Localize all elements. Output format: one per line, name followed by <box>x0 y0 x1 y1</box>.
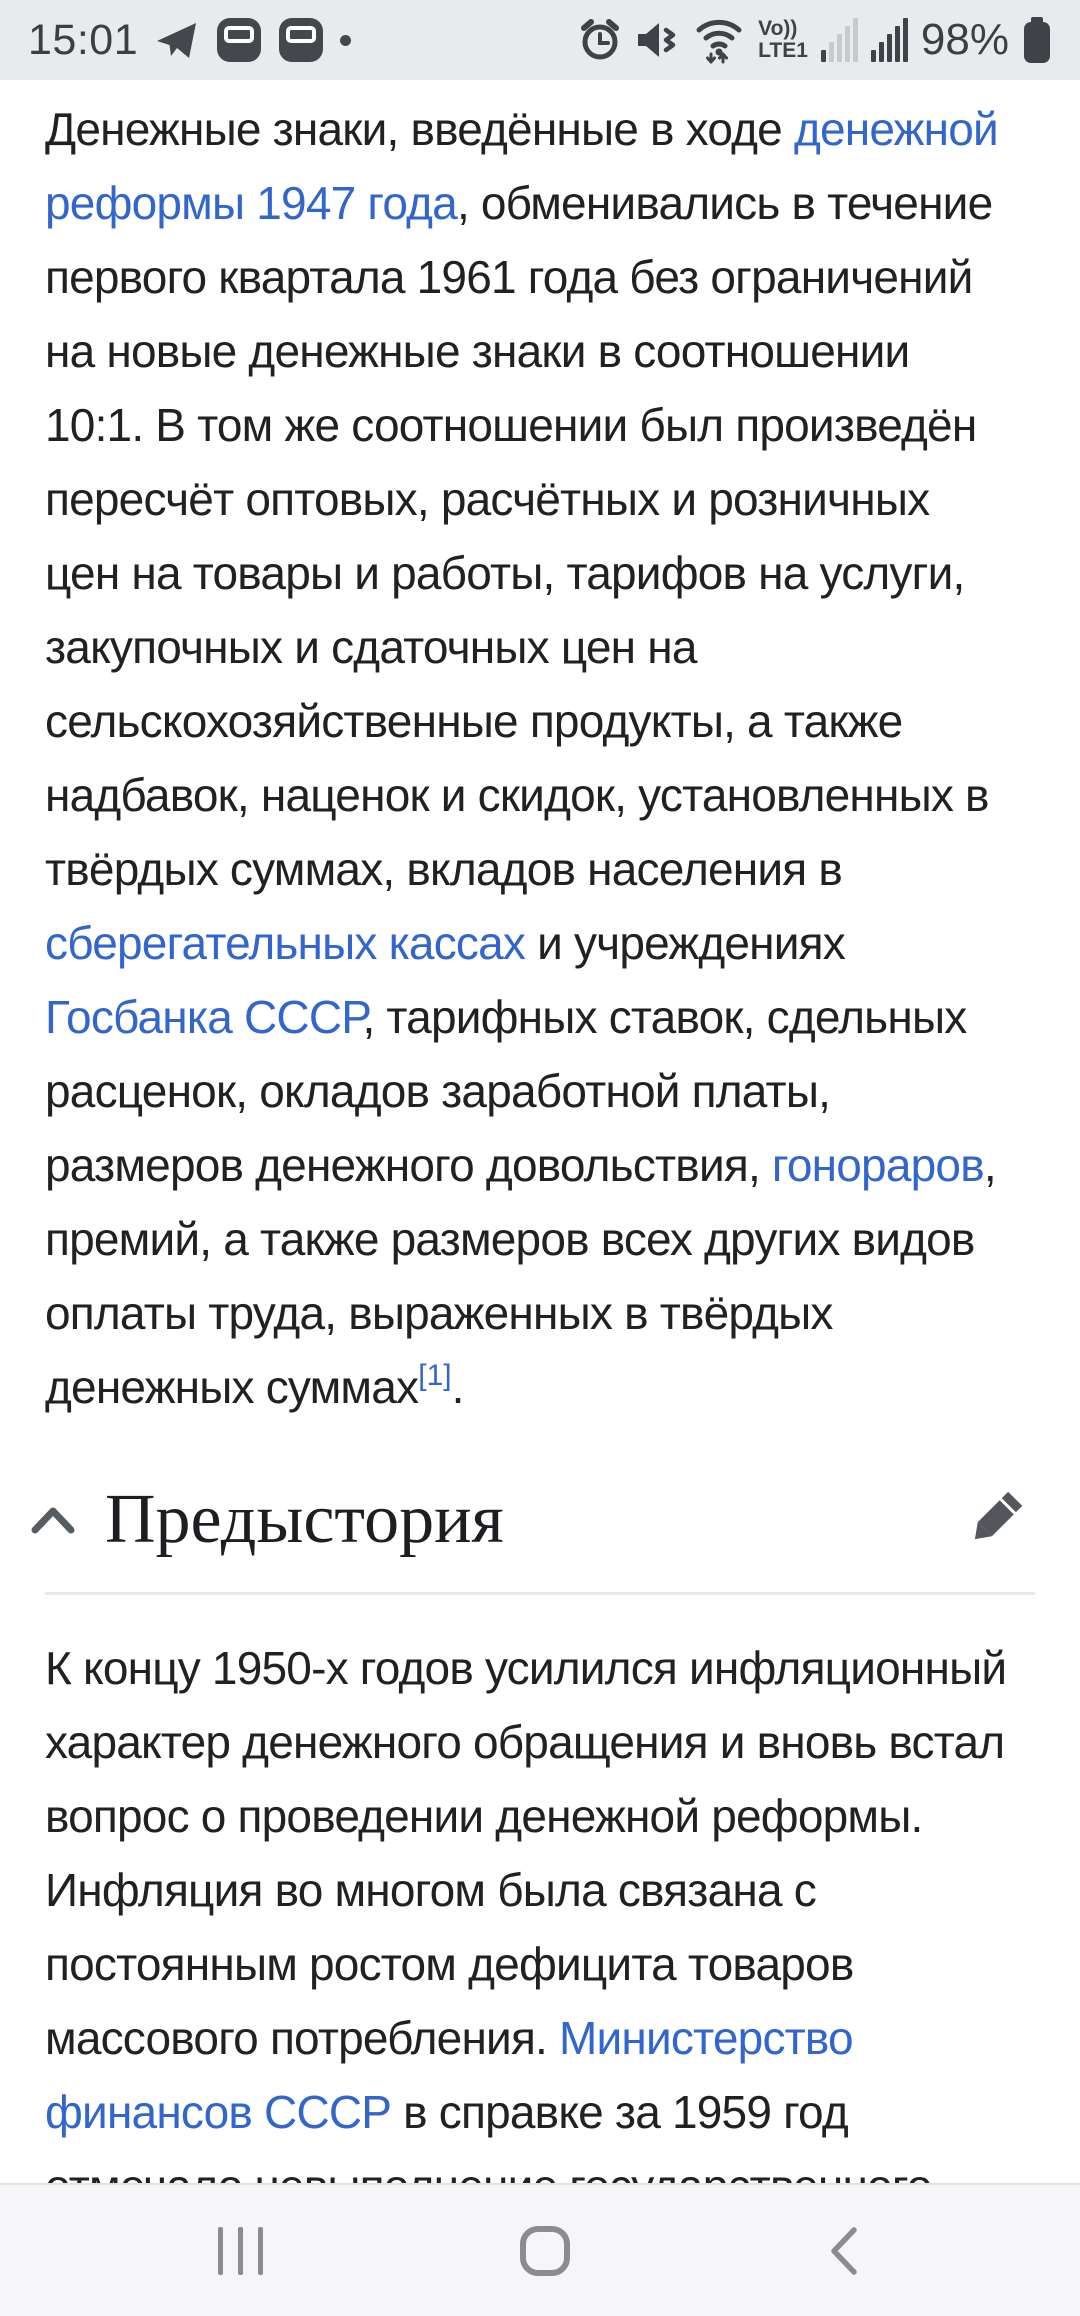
wifi-icon <box>693 16 745 64</box>
text-span: , <box>983 1139 996 1191</box>
text-line <box>45 1631 1035 1705</box>
home-squircle-icon <box>519 2225 571 2277</box>
text-span: массового потребления. <box>45 2012 560 2064</box>
reference-link[interactable]: [1] <box>418 1359 452 1392</box>
text-line <box>45 1853 1035 1927</box>
app-notification-icon <box>216 17 262 63</box>
back-button[interactable] <box>826 2225 862 2277</box>
chevron-left-icon <box>826 2225 862 2277</box>
text-line <box>45 980 1035 1054</box>
signal-bars-sim1 <box>821 18 858 62</box>
text-span: надбавок, наценок и скидок, установленных в <box>45 769 989 821</box>
text-line <box>45 536 1035 610</box>
paragraph-1 <box>45 92 1035 1424</box>
vibrate-mute-icon <box>636 17 680 63</box>
article-link[interactable]: Министерство <box>559 2012 853 2064</box>
volte-label-bottom: LTE1 <box>758 39 808 62</box>
chevron-up-icon <box>27 1503 79 1537</box>
battery-icon <box>1022 15 1052 65</box>
volte-label <box>758 18 808 62</box>
article-link[interactable]: финансов СССР <box>45 2086 392 2138</box>
text-span: первого квартала 1961 года без ограничений <box>45 251 973 303</box>
status-bar <box>0 0 1080 80</box>
text-line <box>45 610 1035 684</box>
article-content <box>0 92 1080 2223</box>
status-bar-left <box>28 16 351 65</box>
text-line <box>45 684 1035 758</box>
text-span: оплаты труда, выраженных в твёрдых <box>45 1287 833 1339</box>
text-span: , тарифных ставок, сдельных <box>362 991 967 1043</box>
article-link[interactable]: Госбанка СССР <box>45 991 363 1043</box>
text-span: . <box>451 1361 464 1413</box>
text-line <box>45 1276 1035 1350</box>
text-line <box>45 1779 1035 1853</box>
text-line <box>45 314 1035 388</box>
text-line <box>45 2075 1035 2149</box>
text-span: пересчёт оптовых, расчётных и розничных <box>45 473 930 525</box>
notification-more-dot <box>340 35 351 46</box>
article-link[interactable]: сберегательных кассах <box>45 917 526 969</box>
text-line <box>45 462 1035 536</box>
text-line <box>45 1927 1035 2001</box>
text-span: премий, а также размеров всех других видов <box>45 1213 975 1265</box>
text-line <box>45 2001 1035 2075</box>
text-line <box>45 166 1035 240</box>
text-span: , обменивались в течение <box>456 177 993 229</box>
text-span: расценок, окладов заработной платы, <box>45 1065 831 1117</box>
text-span: постоянным ростом дефицита товаров <box>45 1938 854 1990</box>
text-span: 10:1. В том же соотношении был произведён <box>45 399 977 451</box>
section-title: Предыстория <box>105 1481 504 1558</box>
text-line <box>45 1705 1035 1779</box>
text-line <box>45 388 1035 462</box>
text-span: Денежные знаки, введённые в ходе <box>45 103 794 155</box>
battery-percent: 98% <box>920 15 1009 64</box>
volte-label-top: Vo)) <box>758 17 798 40</box>
text-line <box>45 832 1035 906</box>
text-line <box>45 92 1035 166</box>
text-span: К концу 1950-х годов усилился инфляционный <box>45 1642 1007 1694</box>
text-line <box>45 240 1035 314</box>
paragraph-2 <box>45 1631 1035 2223</box>
app-notification-icon <box>278 17 324 63</box>
text-span: сельскохозяйственные продукты, а также <box>45 695 903 747</box>
text-line <box>45 758 1035 832</box>
text-span: твёрдых суммах, вкладов населения в <box>45 843 843 895</box>
text-line <box>45 1054 1035 1128</box>
article-link[interactable]: гонораров <box>771 1139 984 1191</box>
home-button[interactable] <box>519 2225 571 2277</box>
edit-pencil-icon <box>965 1488 1023 1552</box>
section-divider <box>45 1592 1035 1595</box>
edit-section-button[interactable] <box>965 1488 1023 1552</box>
status-bar-right <box>577 15 1052 65</box>
signal-bars-sim2 <box>871 18 908 62</box>
navigation-bar <box>0 2183 1080 2316</box>
article-link[interactable]: денежной <box>793 103 998 155</box>
recents-button[interactable] <box>218 2227 263 2275</box>
text-span: характер денежного обращения и вновь встал <box>45 1716 1005 1768</box>
alarm-icon <box>577 17 623 63</box>
text-span: вопрос о проведении денежной реформы. <box>45 1790 923 1842</box>
text-line <box>45 1202 1035 1276</box>
text-line <box>45 1350 1035 1424</box>
collapse-section-button[interactable] <box>27 1503 79 1537</box>
text-span: в справке за 1959 год <box>391 2086 848 2138</box>
text-span: размеров денежного довольствия, <box>45 1139 772 1191</box>
telegram-icon <box>154 17 200 63</box>
text-span: закупочных и сдаточных цен на <box>45 621 697 673</box>
text-span: цен на товары и работы, тарифов на услуги, <box>45 547 965 599</box>
article-link[interactable]: реформы 1947 года <box>45 177 457 229</box>
text-span: на новые денежные знаки в соотношении <box>45 325 910 377</box>
text-span: Инфляция во многом была связана с <box>45 1864 816 1916</box>
text-span: денежных суммах <box>45 1361 419 1413</box>
text-span: и учреждениях <box>525 917 845 969</box>
clock: 15:01 <box>28 15 139 64</box>
text-line <box>45 906 1035 980</box>
section-heading-row <box>27 1472 1035 1568</box>
text-line <box>45 1128 1035 1202</box>
